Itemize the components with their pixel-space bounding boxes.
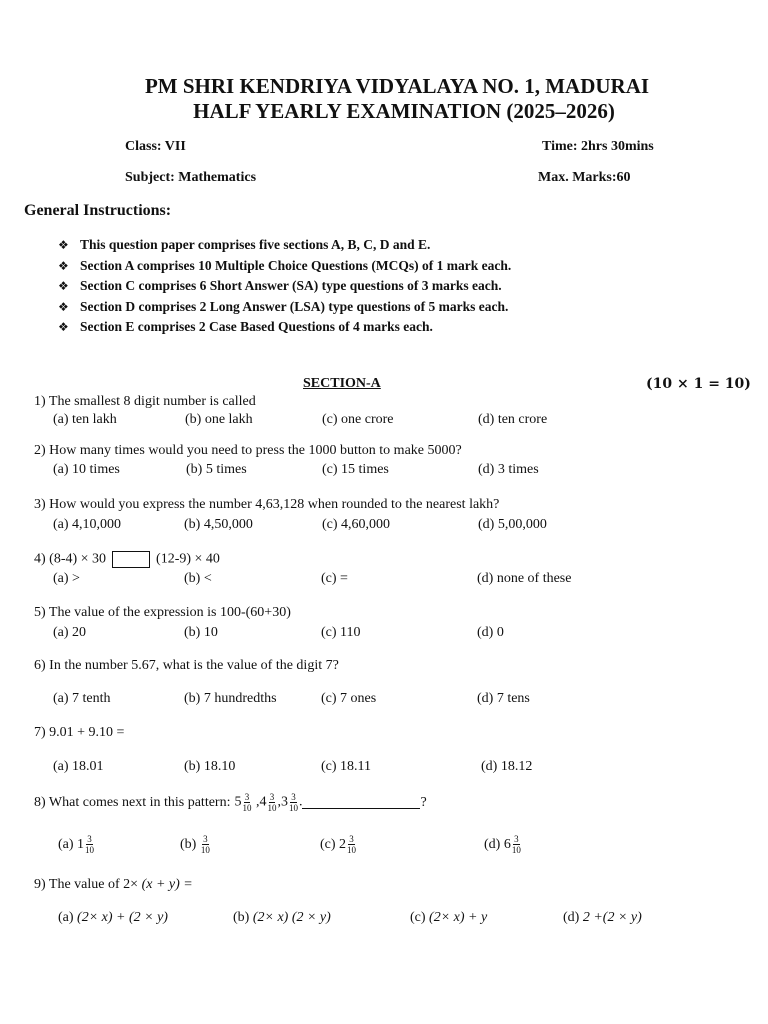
q8-option-c: (c) 2 $\frac{3}{10}$ [320, 834, 357, 855]
q1-option-b: (b) one lakh [185, 412, 253, 427]
section-a-marks: (10 × 1 = 10) [646, 376, 751, 392]
diamond-bullet-icon: ❖ [58, 238, 69, 252]
q9-option-a: (a) (2× x) + (2 × y) [58, 910, 168, 925]
q1-option-d: (d) ten crore [478, 412, 548, 427]
q6-option-d: (d) 7 tens [477, 691, 530, 706]
q5-option-d: (d) 0 [477, 625, 504, 640]
pattern-term-2: 4 $\frac{3}{10}$ , [259, 792, 281, 813]
q4-option-c: (c) = [321, 571, 348, 586]
q2-option-a: (a) 10 times [53, 462, 120, 477]
q1-option-c: (c) one crore [322, 412, 394, 427]
pattern-term-1: 5 $\frac{3}{10}$ , [234, 792, 260, 813]
answer-blank-line [302, 796, 420, 809]
q7-option-c: (c) 18.11 [321, 759, 372, 774]
q1-option-a: (a) ten lakh [53, 412, 117, 427]
q4-option-d: (d) none of these [477, 571, 572, 586]
comparison-blank-box [112, 551, 150, 568]
exam-title: HALF YEARLY EXAMINATION (2025–2026) [193, 99, 615, 123]
q3-option-a: (a) 4,10,000 [53, 517, 122, 532]
q7-option-a: (a) 18.01 [53, 759, 104, 774]
question-4-text [34, 551, 220, 568]
instruction-item: ❖ Section E comprises 2 Case Based Questions of 4 marks each. [58, 319, 433, 334]
q2-option-c: (c) 15 times [322, 462, 389, 477]
question-2-text: 2) How many times would you need to press the 1000 button to make 5000? [34, 443, 462, 458]
subject-label: Subject: Mathematics [125, 170, 257, 185]
q4-right-expression: (12-9) × 40 [156, 551, 220, 567]
q3-option-b: (b) 4,50,000 [184, 517, 253, 532]
q6-option-b: (b) 7 hundredths [184, 691, 277, 706]
question-1-text: 1) The smallest 8 digit number is called [34, 394, 256, 409]
instruction-item: ❖ Section D comprises 2 Long Answer (LSA) type questions of 5 marks each. [58, 299, 509, 314]
instruction-item: ❖ Section A comprises 10 Multiple Choice Questions (MCQs) of 1 mark each. [58, 258, 512, 273]
q4-option-b: (b) < [184, 571, 212, 586]
pattern-term-3: 3 $\frac{3}{10}$ . [280, 792, 303, 813]
q8-option-b: (b) $\frac{3}{10}$ [180, 834, 210, 855]
q3-option-d: (d) 5,00,000 [478, 517, 547, 532]
q6-option-a: (a) 7 tenth [53, 691, 111, 706]
q2-option-b: (b) 5 times [186, 462, 247, 477]
q2-option-d: (d) 3 times [478, 462, 539, 477]
question-3-text: 3) How would you express the number 4,63,128 when rounded to the nearest lakh? [34, 497, 500, 512]
general-instructions-heading: General Instructions: [24, 202, 172, 219]
q8-option-a: (a) 1 $\frac{3}{10}$ [58, 834, 95, 855]
time-label: Time: 2hrs 30mins [542, 139, 654, 154]
school-name: PM SHRI KENDRIYA VIDYALAYA NO. 1, MADURAI [144, 74, 650, 98]
class-label: Class: VII [125, 139, 186, 154]
q4-option-a: (a) > [53, 571, 80, 586]
q4-left-expression: 4) (8-4) × 30 [34, 551, 107, 567]
question-7-text: 7) 9.01 + 9.10 = [34, 725, 125, 740]
question-8-text: 8) What comes next in this pattern: 5 $\frac{3}{10}$ , 4 $\frac{3}{10}$ , 3 $\frac{3}{10}$ . ? [34, 792, 427, 813]
instruction-item: ❖ This question paper comprises five sections A, B, C, D and E. [58, 237, 431, 252]
max-marks-label: Max. Marks:60 [538, 170, 631, 185]
diamond-bullet-icon: ❖ [58, 320, 69, 334]
q9-option-d: (d) 2 +(2 × y) [563, 910, 642, 925]
q8-option-d: (d) 6 $\frac{3}{10}$ [484, 834, 521, 855]
q9-option-b: (b) (2× x) (2 × y) [233, 910, 331, 925]
question-5-text: 5) The value of the expression is 100-(60+30) [34, 605, 291, 620]
q9-option-c: (c) (2× x) + y [410, 910, 488, 925]
instruction-item: ❖ Section C comprises 6 Short Answer (SA) type questions of 3 marks each. [58, 278, 502, 293]
q7-option-b: (b) 18.10 [184, 759, 236, 774]
q5-option-a: (a) 20 [53, 625, 87, 640]
section-a-title: SECTION-A [303, 376, 381, 391]
diamond-bullet-icon: ❖ [58, 259, 69, 273]
q7-option-d: (d) 18.12 [481, 759, 533, 774]
q6-option-c: (c) 7 ones [321, 691, 377, 706]
question-6-text: 6) In the number 5.67, what is the value of the digit 7? [34, 658, 339, 673]
diamond-bullet-icon: ❖ [58, 300, 69, 314]
question-9-text: 9) The value of 2× (x + y) = [34, 877, 193, 892]
q5-option-b: (b) 10 [184, 625, 218, 640]
q3-option-c: (c) 4,60,000 [322, 517, 391, 532]
q5-option-c: (c) 110 [321, 625, 361, 640]
diamond-bullet-icon: ❖ [58, 279, 69, 293]
